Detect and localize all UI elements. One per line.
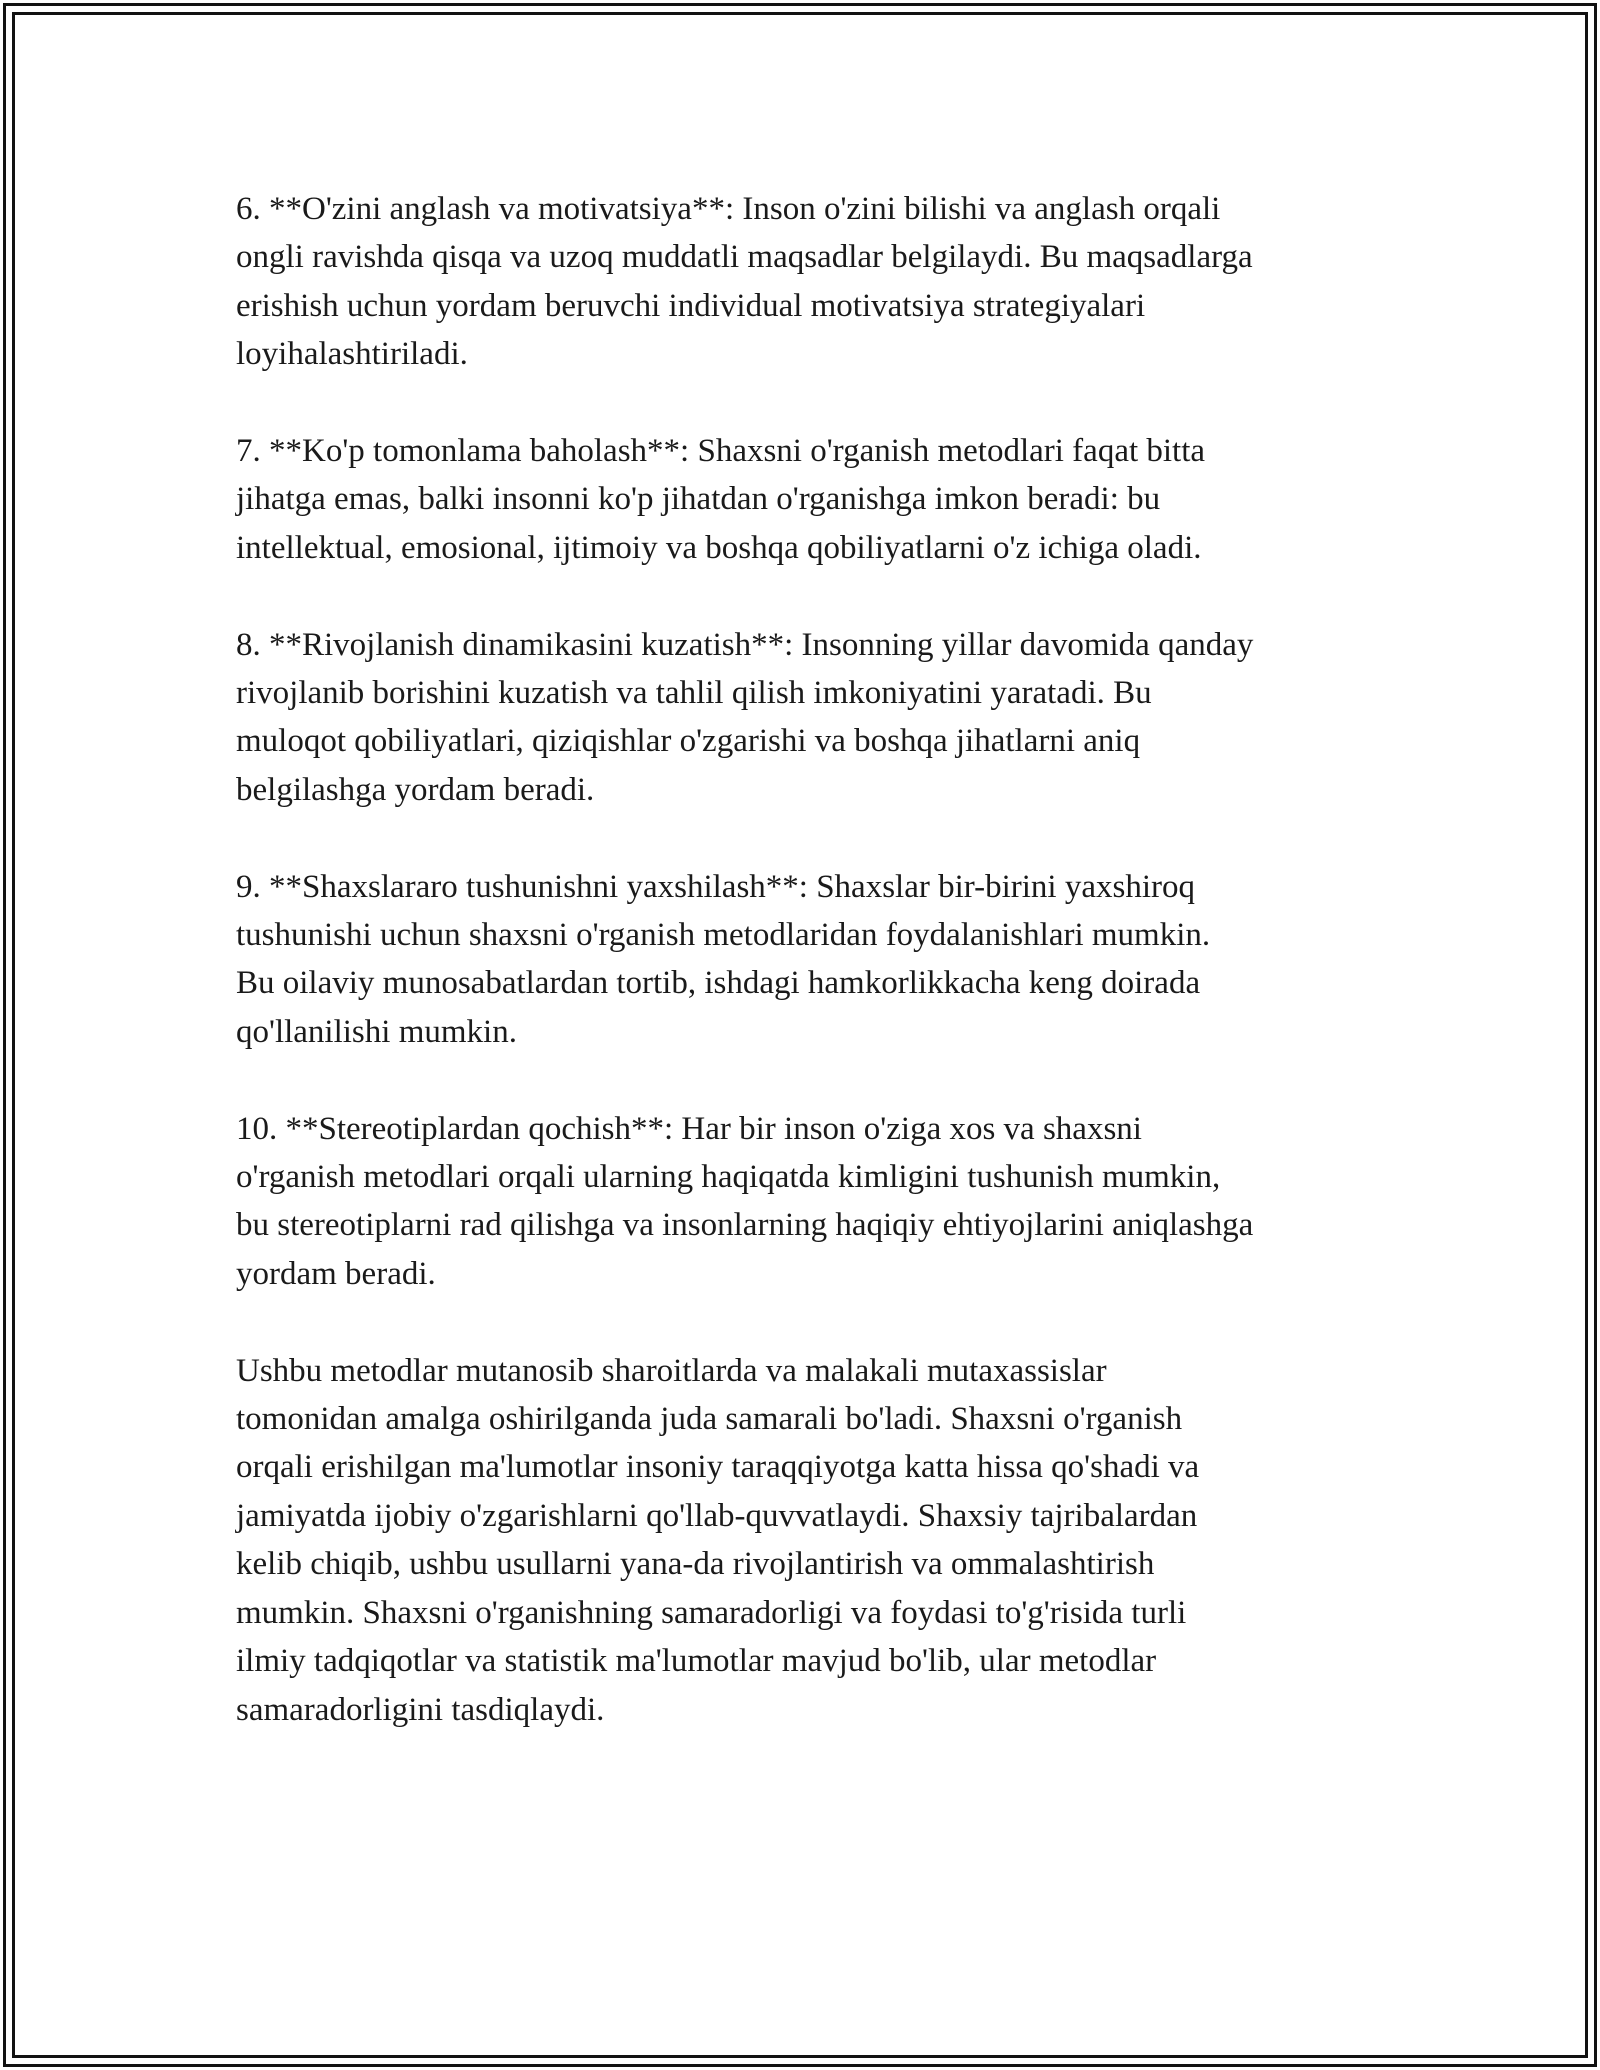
paragraph-item-6: 6. **O'zini anglash va motivatsiya**: Inson o'zini bilishi va anglash orqali ongli ravishda qisqa va uzoq muddatli maqsadlar belgilaydi. Bu maqsadlarga erishish uchun yordam beruvchi individual motivatsiya strategiyalari loyihalashtiriladi. [236, 191, 1253, 373]
paragraph-conclusion: Ushbu metodlar mutanosib sharoitlarda va malakali mutaxassislar tomonidan amalga oshirilganda juda samarali bo'ladi. Shaxsni o'rganish orqali erishilgan ma'lumotlar insoniy taraqqiyotga katta hissa qo'shadi va jamiyatda ijobiy o'zgarishlarni qo'llab-quvvatlaydi. Shaxsiy tajribalardan kelib chiqib, ushbu usullarni yana-da rivojlantirish va ommalashtirish mumkin. Shaxsni o'rganishning samaradorligi va foydasi to'g'risida turli ilmiy tadqiqotlar va statistik ma'lumotlar mavjud bo'lib, ular metodlar samaradorligini tasdiqlaydi. [236, 1352, 1200, 1728]
paragraph-item-8: 8. **Rivojlanish dinamikasini kuzatish**: Insonning yillar davomida qanday rivojlanib borishini kuzatish va tahlil qilish imkoniyatini yaratadi. Bu muloqot qobiliyatlari, qiziqishlar o'zgarishi va boshqa jihatlarni aniq belgilashga yordam beradi. [236, 626, 1254, 808]
paragraph-item-7: 7. **Ko'p tomonlama baholash**: Shaxsni o'rganish metodlari faqat bitta jihatga emas, balki insonni ko'p jihatdan o'rganishga imkon beradi: bu intellektual, emosional, ijtimoiy va boshqa qobiliyatlarni o'z ichiga oladi. [236, 433, 1206, 566]
paragraph-item-9: 9. **Shaxslararo tushunishni yaxshilash**: Shaxslar bir-birini yaxshiroq tushunishi uchun shaxsni o'rganish metodlaridan foydalanishlari mumkin. Bu oilaviy munosabatlardan tortib, ishdagi hamkorlikkacha keng doirada qo'llanilishi mumkin. [236, 868, 1211, 1050]
document-body [236, 185, 1386, 1734]
paragraph-item-10: 10. **Stereotiplardan qochish**: Har bir inson o'ziga xos va shaxsni o'rganish metodlari orqali ularning haqiqatda kimligini tushunish mumkin, bu stereotiplarni rad qilishga va insonlarning haqiqiy ehtiyojlarini aniqlashga yordam beradi. [236, 1110, 1254, 1292]
